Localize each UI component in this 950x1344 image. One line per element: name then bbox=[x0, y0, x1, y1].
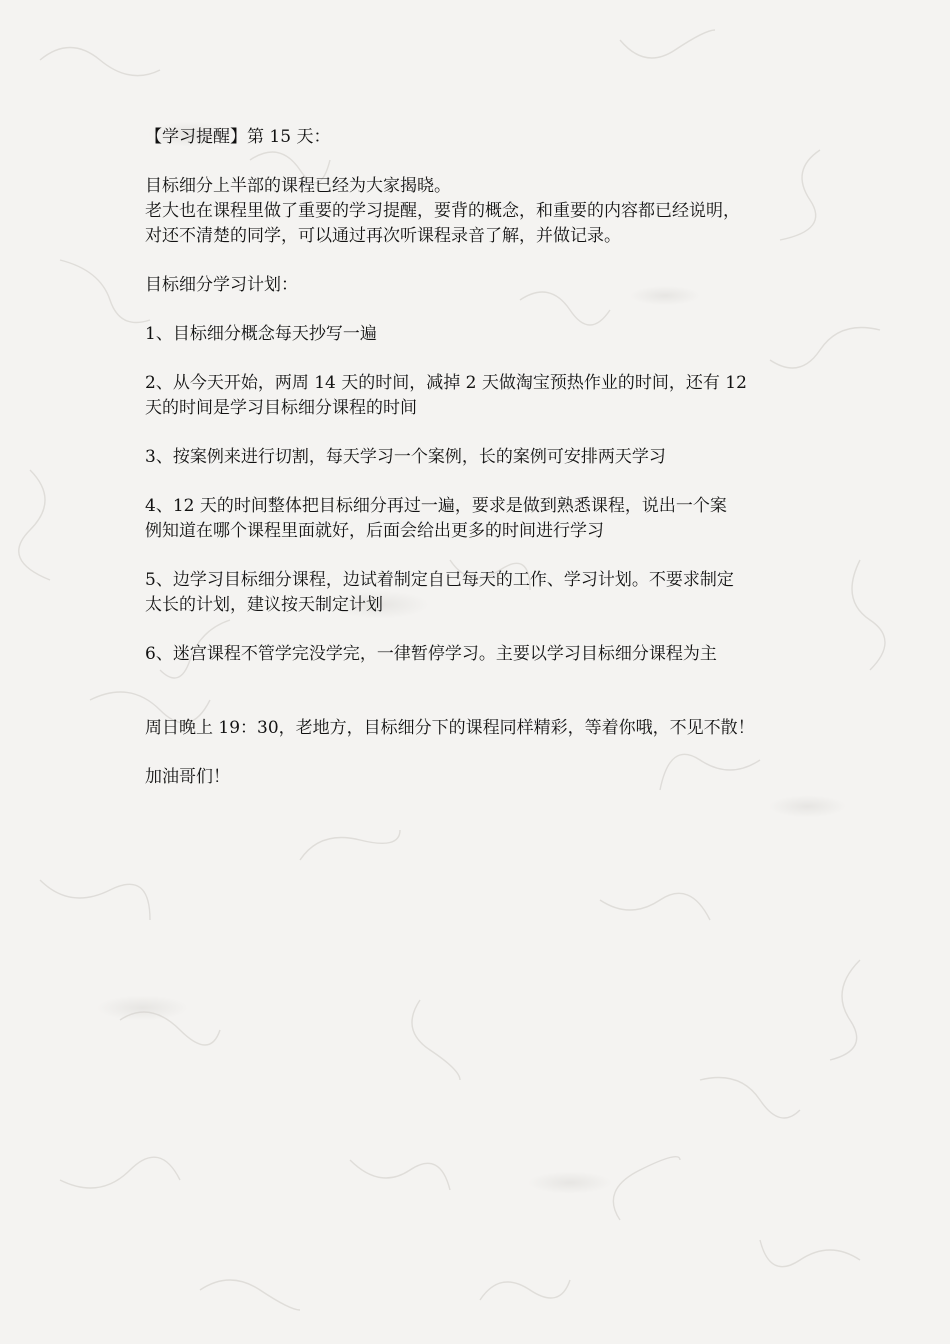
plan-item-1 bbox=[145, 322, 825, 347]
document-body bbox=[145, 125, 825, 790]
plan-item-2-line-1: 2、从今天开始，两周 14 天的时间，减掉 2 天做淘宝预热作业的时间，还有 12 bbox=[145, 373, 747, 393]
plan-item-3-line-1: 3、按案例来进行切割，每天学习一个案例，长的案例可安排两天学习 bbox=[145, 447, 666, 467]
intro-line-2: 老大也在课程里做了重要的学习提醒，要背的概念，和重要的内容都已经说明， bbox=[145, 201, 740, 221]
plan-title: 目标细分学习计划： bbox=[145, 275, 298, 295]
plan-item-3 bbox=[145, 445, 825, 470]
intro-line-1: 目标细分上半部的课程已经为大家揭晓。 bbox=[145, 176, 451, 196]
plan-item-4 bbox=[145, 494, 825, 544]
plan-item-6 bbox=[145, 642, 825, 667]
plan-item-4-line-2: 例知道在哪个课程里面就好，后面会给出更多的时间进行学习 bbox=[145, 521, 604, 541]
plan-item-1-line-1: 1、目标细分概念每天抄写一遍 bbox=[145, 324, 377, 344]
plan-item-5 bbox=[145, 568, 825, 618]
reminder-heading: 【学习提醒】第 15 天： bbox=[145, 127, 331, 147]
plan-item-5-line-2: 太长的计划，建议按天制定计划 bbox=[145, 595, 383, 615]
plan-item-4-line-1: 4、12 天的时间整体把目标细分再过一遍，要求是做到熟悉课程，说出一个案 bbox=[145, 496, 727, 516]
plan-item-2-line-2: 天的时间是学习目标细分课程的时间 bbox=[145, 398, 417, 418]
sunday-note: 周日晚上 19：30，老地方，目标细分下的课程同样精彩，等着你哦，不见不散！ bbox=[145, 718, 755, 738]
plan-item-2 bbox=[145, 371, 825, 421]
intro-line-3: 对还不清楚的同学，可以通过再次听课程录音了解，并做记录。 bbox=[145, 226, 621, 246]
closing-line: 加油哥们！ bbox=[145, 767, 230, 787]
plan-item-6-line-1: 6、迷宫课程不管学完没学完，一律暂停学习。主要以学习目标细分课程为主 bbox=[145, 644, 717, 664]
plan-item-5-line-1: 5、边学习目标细分课程，边试着制定自已每天的工作、学习计划。不要求制定 bbox=[145, 570, 734, 590]
